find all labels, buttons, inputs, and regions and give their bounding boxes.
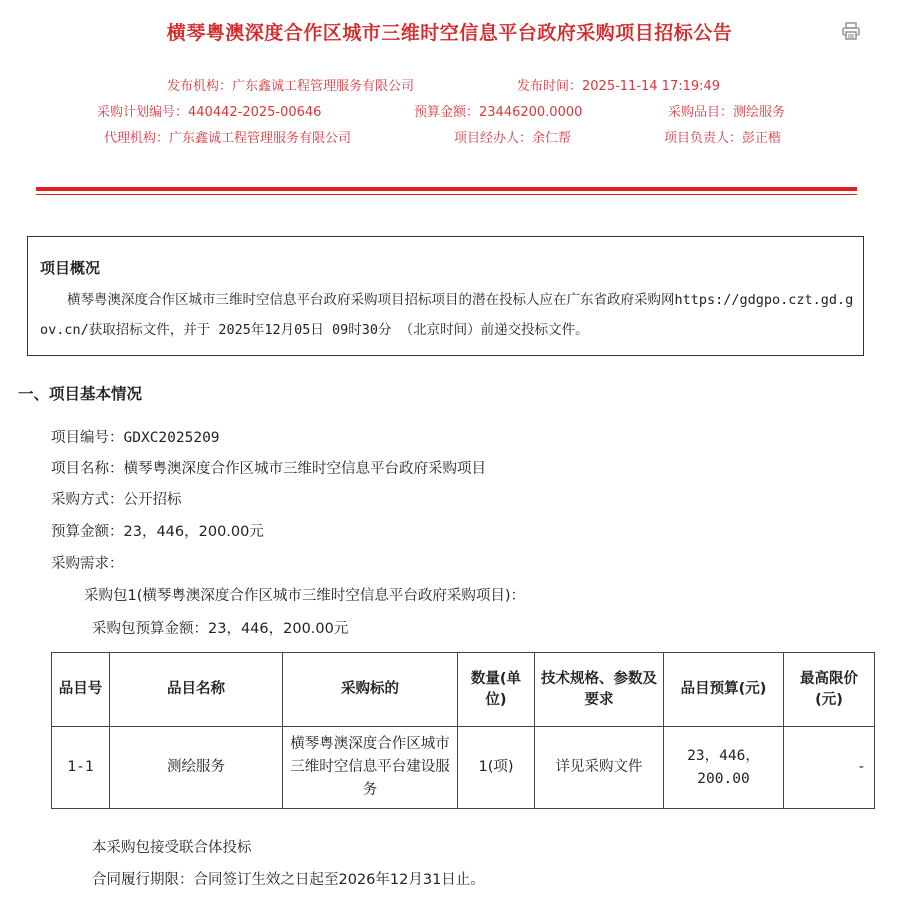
th-item-no: 品目号	[52, 653, 110, 727]
meta-plan-no: 采购计划编号：440442-2025-00646	[97, 105, 322, 120]
meta-publisher: 发布机构：广东鑫诚工程管理服务有限公司	[167, 79, 415, 94]
cell-quantity: 1(项)	[458, 727, 535, 809]
header-divider-thick	[36, 187, 857, 191]
th-subject: 采购标的	[283, 653, 458, 727]
cell-item-name: 测绘服务	[110, 727, 283, 809]
table-row	[52, 727, 875, 809]
th-quantity: 数量(单位)	[458, 653, 535, 727]
meta-manager: 项目负责人：彭正楷	[664, 131, 782, 146]
th-max-price: 最高限价(元)	[784, 653, 875, 727]
overview-box	[27, 236, 864, 356]
overview-text: 横琴粤澳深度合作区城市三维时空信息平台政府采购项目招标项目的潜在投标人应在广东省政府采购网https://gdgpo.czt.gd.gov.cn/获取招标文件，并于 2025年12月05日 09时30分 （北京时间）前递交投标文件。	[40, 292, 854, 338]
overview-title: 项目概况	[40, 259, 101, 277]
table-header-row	[52, 653, 875, 727]
section-title: 一、项目基本情况	[18, 385, 143, 403]
cell-item-no: 1-1	[52, 727, 110, 809]
package-title: 采购包1(横琴粤澳深度合作区城市三维时空信息平台政府采购项目)：	[84, 588, 526, 604]
package-budget: 采购包预算金额：23，446，200.00元	[92, 621, 349, 637]
cell-spec: 详见采购文件	[535, 727, 664, 809]
budget-amount: 预算金额：23，446，200.00元	[51, 524, 264, 540]
contract-period: 合同履行期限：合同签订生效之日起至2026年12月31日止。	[92, 872, 485, 888]
meta-agency: 代理机构：广东鑫诚工程管理服务有限公司	[104, 131, 352, 146]
meta-budget: 预算金额：23446200.0000	[414, 105, 583, 120]
th-item-budget: 品目预算(元)	[664, 653, 784, 727]
purchase-demand-label: 采购需求：	[51, 556, 124, 572]
meta-publish-time: 发布时间：2025-11-14 17:19:49	[517, 79, 721, 94]
project-name: 项目名称：横琴粤澳深度合作区城市三维时空信息平台政府采购项目	[51, 461, 486, 477]
printer-icon[interactable]	[841, 21, 861, 41]
th-spec: 技术规格、参数及要求	[535, 653, 664, 727]
purchase-method: 采购方式：公开招标	[51, 492, 182, 508]
cell-max-price: -	[784, 727, 875, 809]
header-divider-thin	[36, 194, 857, 195]
cell-subject: 横琴粤澳深度合作区城市三维时空信息平台建设服务	[283, 727, 458, 809]
th-item-name: 品目名称	[110, 653, 283, 727]
project-no: 项目编号：GDXC2025209	[51, 430, 220, 446]
meta-category: 采购品目：测绘服务	[668, 105, 786, 120]
cell-item-budget: 23，446，200.00	[664, 727, 784, 809]
meta-handler: 项目经办人：余仁帮	[454, 131, 572, 146]
items-table	[51, 652, 875, 809]
consortium-note: 本采购包接受联合体投标	[92, 840, 252, 856]
page-title: 横琴粤澳深度合作区城市三维时空信息平台政府采购项目招标公告	[166, 22, 733, 44]
